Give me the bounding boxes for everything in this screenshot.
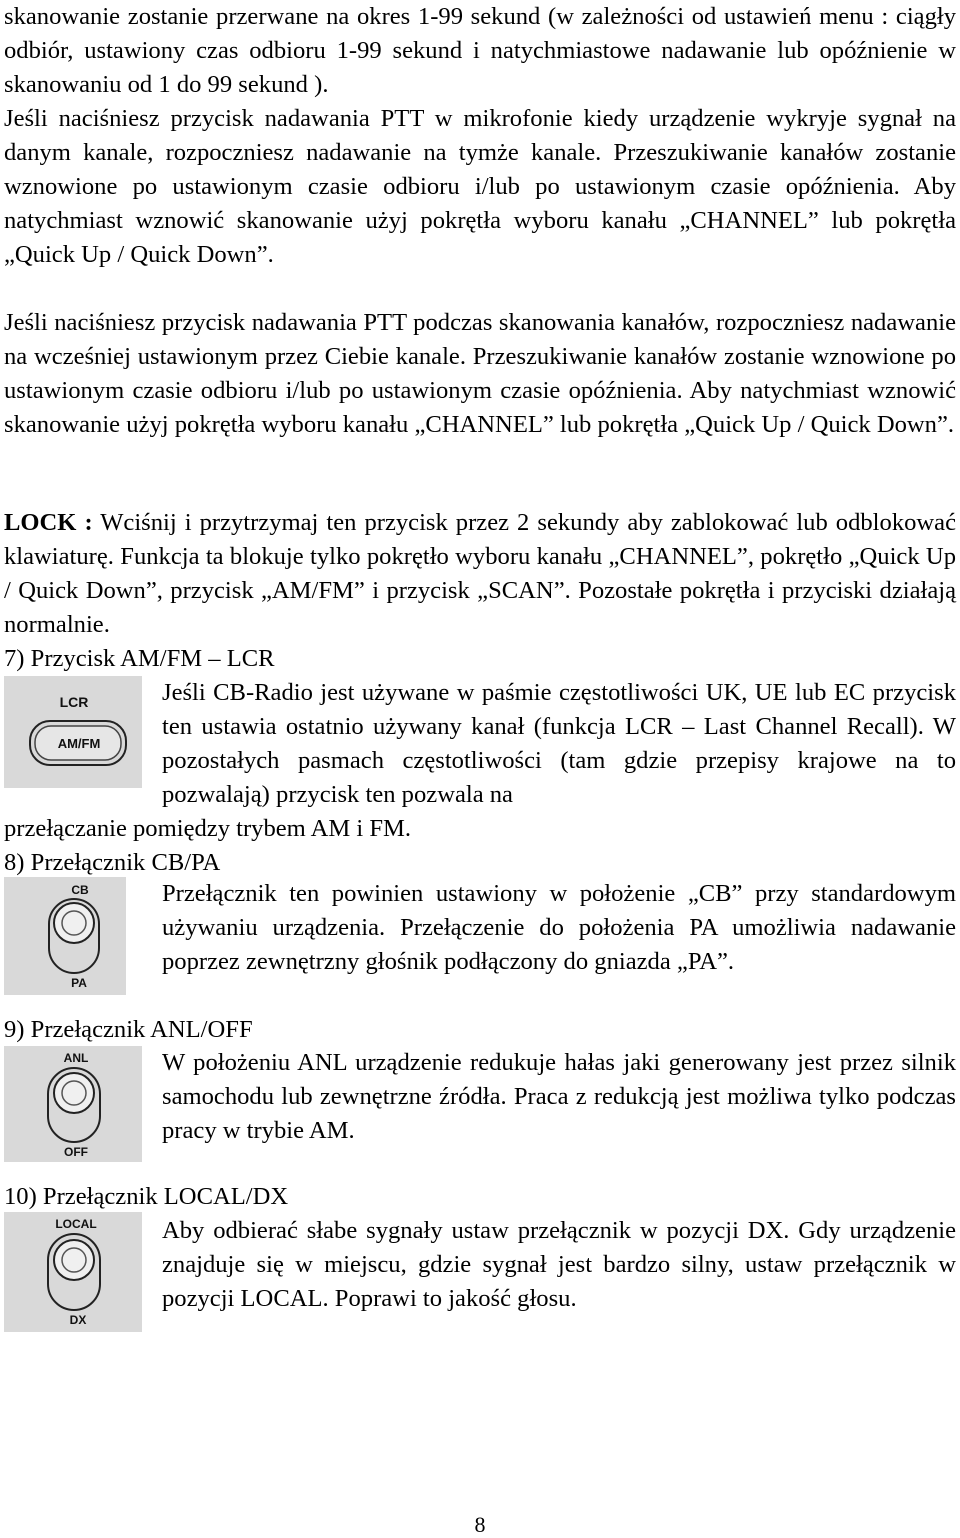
lock-paragraph [4,506,956,642]
section-heading-anl: 9) Przełącznik ANL/OFF [4,1016,253,1043]
pa-label: PA [71,976,87,990]
cbpa-description: Przełącznik ten powinien ustawiony w położenie „CB” przy standardowym używaniu urządzenia. Przełączenie do położenia PA umożliwia nadawanie poprzez zewnętrzny głośnik podłączony do gniazda „PA”. [162,880,956,975]
lock-text: Wciśnij i przytrzymaj ten przycisk przez 2 sekundy aby zablokować lub odblokować klawiaturę. Funkcja ta blokuje tylko pokrętło wyboru kanału „CHANNEL”, pokrętło „Quick Up / Quick Down”, przycisk „AM/FM” i przycisk „SCAN”. Pozostałe pokrętła i przyciski działają normalnie. [4,509,956,638]
cb-pa-switch-graphic [4,877,126,995]
section-heading-cbpa: 8) Przełącznik CB/PA [4,849,221,876]
cb-label: CB [71,883,89,897]
lcr-amfm-button-graphic [4,676,142,788]
intro-paragraph-1: skanowanie zostanie przerwane na okres 1-99 sekund (w zależności od ustawień menu : ciągły odbiór, ustawiony czas odbioru 1-99 sekund i natychmiastowe nadawanie lub opóźnienie w skanowaniu od 1 do 99 sekund ). [4,3,956,98]
cb-pa-switch-icon [4,877,126,995]
local-label: LOCAL [55,1217,97,1231]
localdx-description: Aby odbierać słabe sygnały ustaw przełącznik w pozycji DX. Gdy urządzenie znajduje się w miejscu, gdzie sygnał jest bardzo silny, ustaw przełącznik w pozycji LOCAL. Poprawi to jakość głosu. [162,1217,956,1312]
anl-label: ANL [63,1051,89,1065]
amfm-description: Jeśli CB-Radio jest używane w paśmie częstotliwości UK, UE lub EC przycisk ten ustawia ostatnio używany kanał (funkcja LCR – Last Channel Recall). W pozostałych pasmach częstotliwości (tam gdzie przepisy krajowe na to pozwalają) przycisk ten pozwala na [162,679,956,808]
section-heading-localdx: 10) Przełącznik LOCAL/DX [4,1183,289,1210]
lock-label: LOCK : [4,509,93,536]
local-dx-switch-graphic [4,1212,142,1332]
local-dx-switch-icon [4,1212,142,1332]
page-number: 8 [474,1512,486,1537]
section-heading-amfm: 7) Przycisk AM/FM – LCR [4,645,275,672]
lcr-amfm-button-icon [4,676,142,788]
dx-label: DX [69,1313,87,1327]
amfm-continuation: przełączanie pomiędzy trybem AM i FM. [4,815,412,842]
intro-paragraph-3: Jeśli naciśniesz przycisk nadawania PTT podczas skanowania kanałów, rozpoczniesz nadawanie na wcześniej ustawionym przez Ciebie kanale. Przeszukiwanie kanałów zostanie wznowione po ustawionym czasie odbioru i/lub po ustawionym czasie opóźnienia. Aby natychmiast wznowić skanowanie użyj pokrętła wyboru kanału „CHANNEL” lub pokrętła „Quick Up / Quick Down”. [4,309,956,438]
amfm-label: AM/FM [57,736,101,751]
lcr-label: LCR [59,694,89,710]
off-label: OFF [64,1145,88,1159]
anl-description: W położeniu ANL urządzenie redukuje hałas jaki generowany jest przez silnik samochodu lub zewnętrzne źródła. Praca z redukcją jest możliwa tylko podczas pracy w trybie AM. [162,1049,956,1144]
intro-paragraph-2: Jeśli naciśniesz przycisk nadawania PTT w mikrofonie kiedy urządzenie wykryje sygnał na danym kanale, rozpoczniesz nadawanie na tymże kanale. Przeszukiwanie kanałów zostanie wznowione po ustawionym czasie odbioru i/lub po ustawionym czasie opóźnienia. Aby natychmiast wznowić skanowanie użyj pokrętła wyboru kanału „CHANNEL” lub pokrętła „Quick Up / Quick Down”. [4,105,956,268]
anl-off-switch-graphic [4,1046,142,1162]
anl-off-switch-icon [4,1046,142,1162]
